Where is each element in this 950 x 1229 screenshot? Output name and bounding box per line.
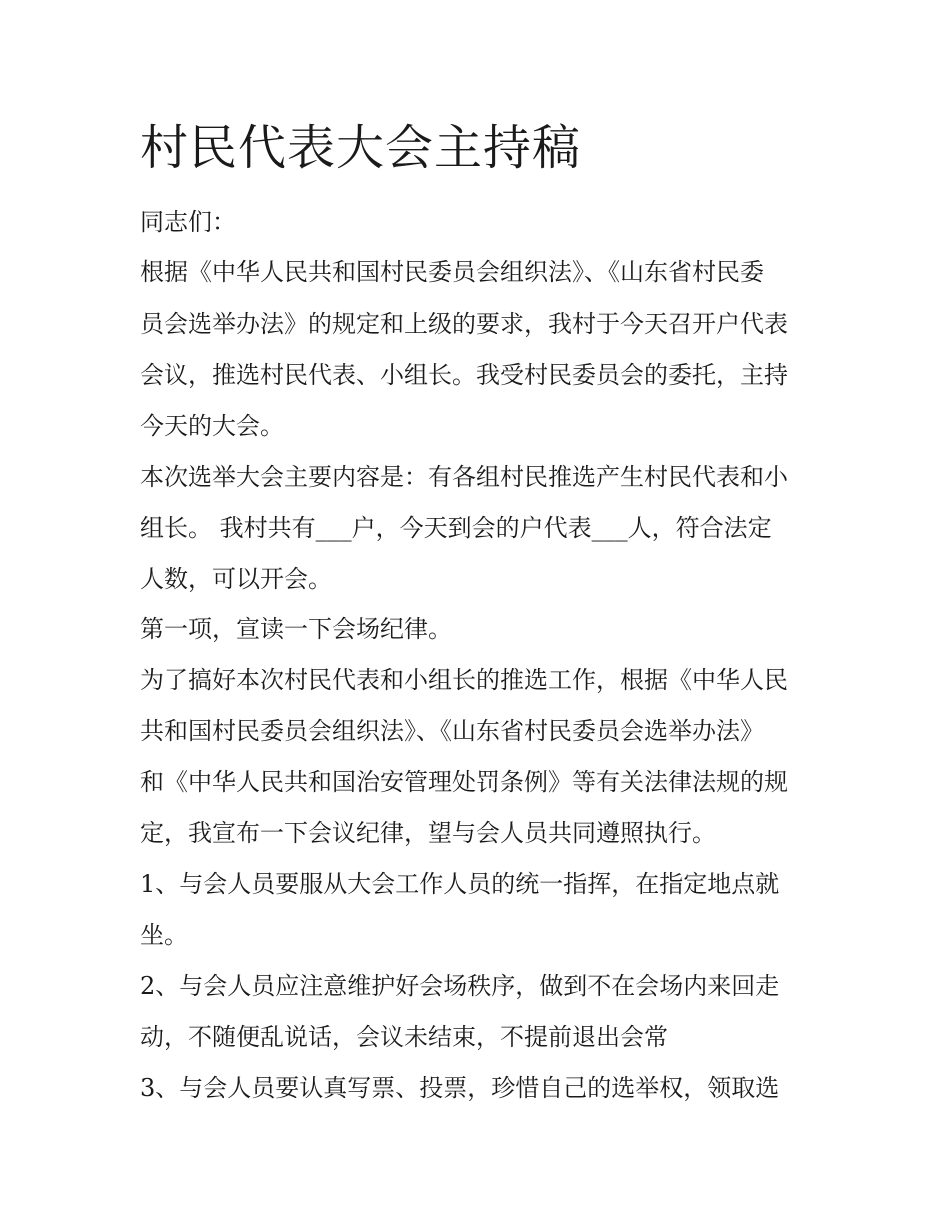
document-title: 村民代表大会主持稿: [140, 120, 582, 176]
text-line: 员会选举办法》的规定和上级的要求，我村于今天召开户代表: [140, 310, 788, 338]
text-line-salutation: 同志们：: [140, 208, 236, 236]
text-line: 共和国村民委员会组织法》、《山东省村民委员会选举办法》: [140, 717, 764, 745]
text-line: 会议，推选村民代表、小组长。我受村民委员会的委托，主持: [140, 361, 788, 389]
text-line: 动，不随便乱说话，会议未结束，不提前退出会常: [140, 1023, 668, 1051]
text-line-section-heading: 第一项，宣读一下会场纪律。: [140, 615, 452, 643]
text-line-rule-2: 2、与会人员应注意维护好会场秩序，做到不在会场内来回走: [140, 972, 780, 1000]
text-line: 定，我宣布一下会议纪律，望与会人员共同遵照执行。: [140, 819, 716, 847]
text-line: 坐。: [140, 921, 188, 949]
text-line: 为了搞好本次村民代表和小组长的推选工作，根据《中华人民: [140, 666, 788, 694]
text-line: 人数，可以开会。: [140, 565, 332, 593]
text-line: 今天的大会。: [140, 412, 284, 440]
text-line-rule-3: 3、与会人员要认真写票、投票，珍惜自己的选举权，领取选: [140, 1074, 780, 1102]
text-line: 根据《中华人民共和国村民委员会组织法》、《山东省村民委: [140, 258, 764, 286]
text-line: 本次选举大会主要内容是：有各组村民推选产生村民代表和小: [140, 463, 788, 491]
text-line: 组长。 我村共有___户，今天到会的户代表___人，符合法定: [140, 514, 772, 542]
text-line-rule-1: 1、与会人员要服从大会工作人员的统一指挥，在指定地点就: [140, 870, 780, 898]
text-line: 和《中华人民共和国治安管理处罚条例》等有关法律法规的规: [140, 768, 788, 796]
